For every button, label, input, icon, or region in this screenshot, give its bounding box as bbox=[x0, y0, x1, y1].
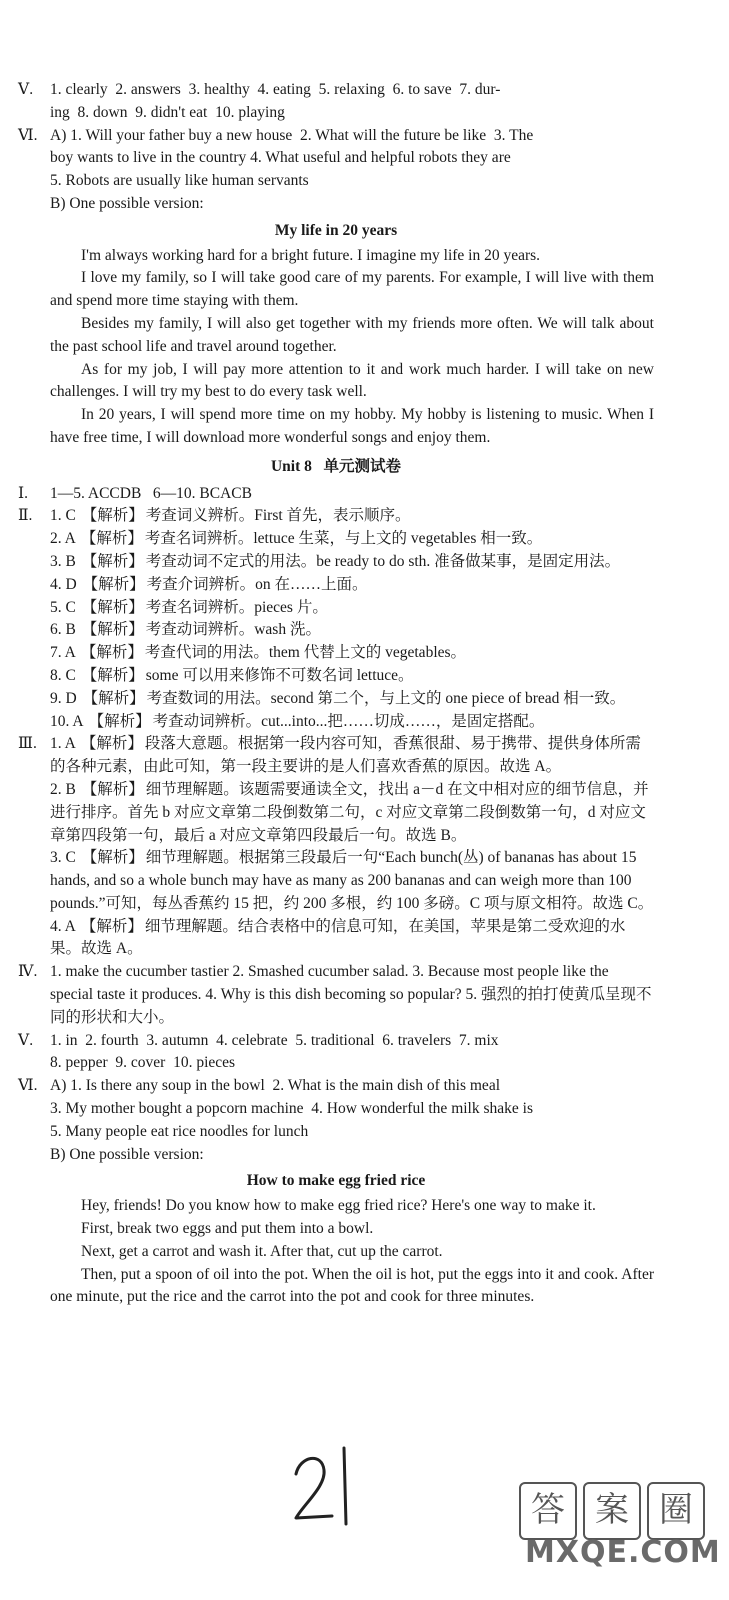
item-explanation: 考查词义辨析。First 首先，表示顺序。 bbox=[145, 507, 411, 525]
unit8-section-iv bbox=[18, 961, 654, 1029]
analysis-tag: 【解析】 bbox=[81, 598, 144, 616]
answer-item bbox=[18, 505, 654, 528]
item-explanation: 考查代词的用法。them 代替上文的 vegetables。 bbox=[144, 644, 467, 662]
section-number: Ⅱ. bbox=[18, 507, 33, 525]
watermark-char: 案 bbox=[583, 1482, 641, 1540]
item-number: 10. A bbox=[50, 712, 83, 730]
answer-line: 1. make the cucumber tastier 2. Smashed cucumber salad. 3. Because most people like the special taste it produces. 4. Why is this dish becoming so popular? 5. 强烈的拍打使黄瓜呈现不同的形状和大小。 bbox=[50, 963, 652, 1026]
analysis-tag: 【解析】 bbox=[80, 530, 143, 548]
item-number: 3. C bbox=[50, 849, 76, 867]
section-v bbox=[18, 79, 654, 102]
answer-line: 1. in 2. fourth 3. autumn 4. celebrate 5. traditional 6. travelers 7. mix bbox=[50, 1031, 499, 1049]
item-number: 1. A bbox=[50, 735, 75, 753]
item-explanation: 考查动词辨析。wash 洗。 bbox=[145, 621, 321, 639]
section-number: Ⅵ. bbox=[18, 1077, 38, 1095]
answer-item bbox=[18, 916, 654, 962]
unit8-section-ii bbox=[18, 505, 654, 733]
section-number: Ⅵ. bbox=[18, 126, 38, 144]
essay-paragraph: Next, get a carrot and wash it. After that, cut up the carrot. bbox=[81, 1242, 443, 1260]
item-explanation: 考查动词辨析。cut...into...把……切成……，是固定搭配。 bbox=[152, 712, 545, 730]
essay-paragraph: I'm always working hard for a bright future. I imagine my life in 20 years. bbox=[81, 246, 541, 264]
item-explanation: 考查介词辨析。on 在……上面。 bbox=[146, 575, 368, 593]
section-number: Ⅰ. bbox=[18, 484, 28, 502]
answer-item bbox=[18, 779, 654, 847]
essay-title: How to make egg fried rice bbox=[246, 1172, 426, 1190]
item-explanation: 考查数词的用法。second 第二个，与上文的 one piece of bread 相一致。 bbox=[146, 689, 626, 707]
item-explanation: 考查动词不定式的用法。be ready to do sth. 准备做某事，是固定用法。 bbox=[145, 552, 621, 570]
version-label: B) One possible version: bbox=[50, 194, 204, 212]
item-number: 6. B bbox=[50, 621, 76, 639]
section-number: Ⅳ. bbox=[18, 963, 38, 981]
analysis-tag: 【解析】 bbox=[80, 735, 143, 753]
answer-line: boy wants to live in the country 4. What useful and helpful robots they are bbox=[50, 149, 511, 167]
analysis-tag: 【解析】 bbox=[81, 780, 144, 798]
answer-item bbox=[18, 642, 654, 665]
unit-title: Unit 8 单元测试卷 bbox=[270, 457, 402, 475]
answer-item bbox=[18, 847, 654, 915]
answer-line: ing 8. down 9. didn't eat 10. playing bbox=[50, 103, 285, 121]
watermark-char: 圈 bbox=[647, 1482, 705, 1540]
item-explanation: 考查名词辨析。pieces 片。 bbox=[145, 598, 328, 616]
answer-item bbox=[18, 619, 654, 642]
handwritten-page-number bbox=[292, 1440, 362, 1530]
unit8-section-i bbox=[18, 483, 654, 506]
item-explanation: 考查名词辨析。lettuce 生菜，与上文的 vegetables 相一致。 bbox=[144, 530, 543, 548]
item-explanation: 细节理解题。根据第三段最后一句“Each bunch(丛) of bananas has about 15 hands, and so a whole bunch may have as many as 200 bananas and can weigh more than 100 pounds.”可知，每丛香蕉约 15 把，约 200 多根，约 100 多磅。C 项与原文相符。故选 C。 bbox=[50, 849, 654, 912]
analysis-tag: 【解析】 bbox=[81, 849, 144, 867]
answer-line: A) 1. Will your father buy a new house 2. What will the future be like 3. The bbox=[50, 126, 534, 144]
answer-line: A) 1. Is there any soup in the bowl 2. What is the main dish of this meal bbox=[50, 1077, 500, 1095]
item-explanation: 段落大意题。根据第一段内容可知，香蕉很甜、易于携带、提供身体所需的各种元素，由此可知，第一段主要讲的是人们喜欢香蕉的原因。故选 A。 bbox=[50, 735, 641, 776]
answer-item bbox=[18, 597, 654, 620]
item-explanation: some 可以用来修饰不可数名词 lettuce。 bbox=[145, 666, 414, 684]
answer-line: 8. pepper 9. cover 10. pieces bbox=[50, 1054, 236, 1072]
answer-page bbox=[18, 79, 654, 1309]
section-vi bbox=[18, 125, 654, 148]
item-number: 7. A bbox=[50, 644, 75, 662]
essay-paragraph: I love my family, so I will take good care of my parents. For example, I will live with them and spend more time staying with them. bbox=[50, 269, 654, 310]
analysis-tag: 【解析】 bbox=[81, 552, 144, 570]
essay-paragraph: Besides my family, I will also get together with my friends more often. We will talk about the past school life and travel around together. bbox=[50, 314, 654, 355]
item-explanation: 细节理解题。该题需要通读全文，找出 a－d 在文中相对应的细节信息，并进行排序。首先 b 对应文章第二段倒数第二句，c 对应文章第二段倒数第一句，d 对应文章第四段第一句，最后 a 对应文章第四段最后一句。故选 B。 bbox=[50, 780, 649, 844]
essay-paragraph: Hey, friends! Do you know how to make egg fried rice? Here's one way to make it. bbox=[81, 1197, 596, 1215]
analysis-tag: 【解析】 bbox=[80, 917, 143, 935]
analysis-tag: 【解析】 bbox=[80, 644, 143, 662]
answer-item bbox=[18, 574, 654, 597]
analysis-tag: 【解析】 bbox=[88, 712, 151, 730]
item-number: 2. B bbox=[50, 780, 76, 798]
analysis-tag: 【解析】 bbox=[81, 621, 144, 639]
section-number: Ⅴ. bbox=[18, 1031, 34, 1049]
analysis-tag: 【解析】 bbox=[81, 666, 144, 684]
watermark-char: 答 bbox=[519, 1482, 577, 1540]
watermark-logo bbox=[515, 1482, 721, 1590]
item-number: 3. B bbox=[50, 552, 76, 570]
answer-line: 5. Robots are usually like human servants bbox=[50, 172, 309, 190]
answer-item bbox=[18, 528, 654, 551]
item-number: 9. D bbox=[50, 689, 77, 707]
version-label: B) One possible version: bbox=[50, 1145, 204, 1163]
answer-item bbox=[18, 665, 654, 688]
essay-paragraph: In 20 years, I will spend more time on my hobby. My hobby is listening to music. When I have free time, I will download more wonderful songs and enjoy them. bbox=[50, 406, 654, 446]
item-number: 4. D bbox=[50, 575, 77, 593]
analysis-tag: 【解析】 bbox=[82, 575, 145, 593]
answer-line: 3. My mother bought a popcorn machine 4. How wonderful the milk shake is bbox=[50, 1100, 533, 1118]
analysis-tag: 【解析】 bbox=[81, 507, 144, 525]
answer-line: 1. clearly 2. answers 3. healthy 4. eating 5. relaxing 6. to save 7. dur- bbox=[50, 81, 501, 98]
item-number: 4. A bbox=[50, 917, 75, 935]
unit8-section-vi bbox=[18, 1075, 654, 1098]
answer-item bbox=[18, 551, 654, 574]
answer-line: 1—5. ACCDB 6—10. BCACB bbox=[50, 484, 252, 502]
essay-paragraph: First, break two eggs and put them into a bowl. bbox=[81, 1220, 374, 1238]
essay-title: My life in 20 years bbox=[274, 221, 398, 239]
essay-paragraph: As for my job, I will pay more attention to it and work much harder. I will take on new challenges. I will try my best to do every task well. bbox=[50, 360, 654, 401]
item-number: 1. C bbox=[50, 507, 76, 525]
analysis-tag: 【解析】 bbox=[82, 689, 145, 707]
item-number: 5. C bbox=[50, 598, 76, 616]
answer-line: 5. Many people eat rice noodles for lunch bbox=[50, 1122, 309, 1140]
section-number: Ⅴ. bbox=[18, 81, 34, 98]
item-number: 2. A bbox=[50, 530, 75, 548]
answer-item bbox=[18, 688, 654, 711]
handwritten-21-graphic bbox=[292, 1440, 362, 1530]
answer-item bbox=[18, 711, 654, 734]
answer-item bbox=[18, 733, 654, 779]
essay-paragraph: Then, put a spoon of oil into the pot. When the oil is hot, put the eggs into it and cook. After one minute, put the rice and the carrot into the pot and cook for three minutes. bbox=[50, 1265, 654, 1306]
item-number: 8. C bbox=[50, 666, 76, 684]
section-number: Ⅲ. bbox=[18, 735, 37, 753]
unit8-section-iii bbox=[18, 733, 654, 961]
watermark-url: MXQE.COM bbox=[525, 1535, 721, 1570]
item-explanation: 细节理解题。结合表格中的信息可知，在美国，苹果是第二受欢迎的水果。故选 A。 bbox=[50, 917, 626, 958]
unit8-section-v bbox=[18, 1030, 654, 1053]
